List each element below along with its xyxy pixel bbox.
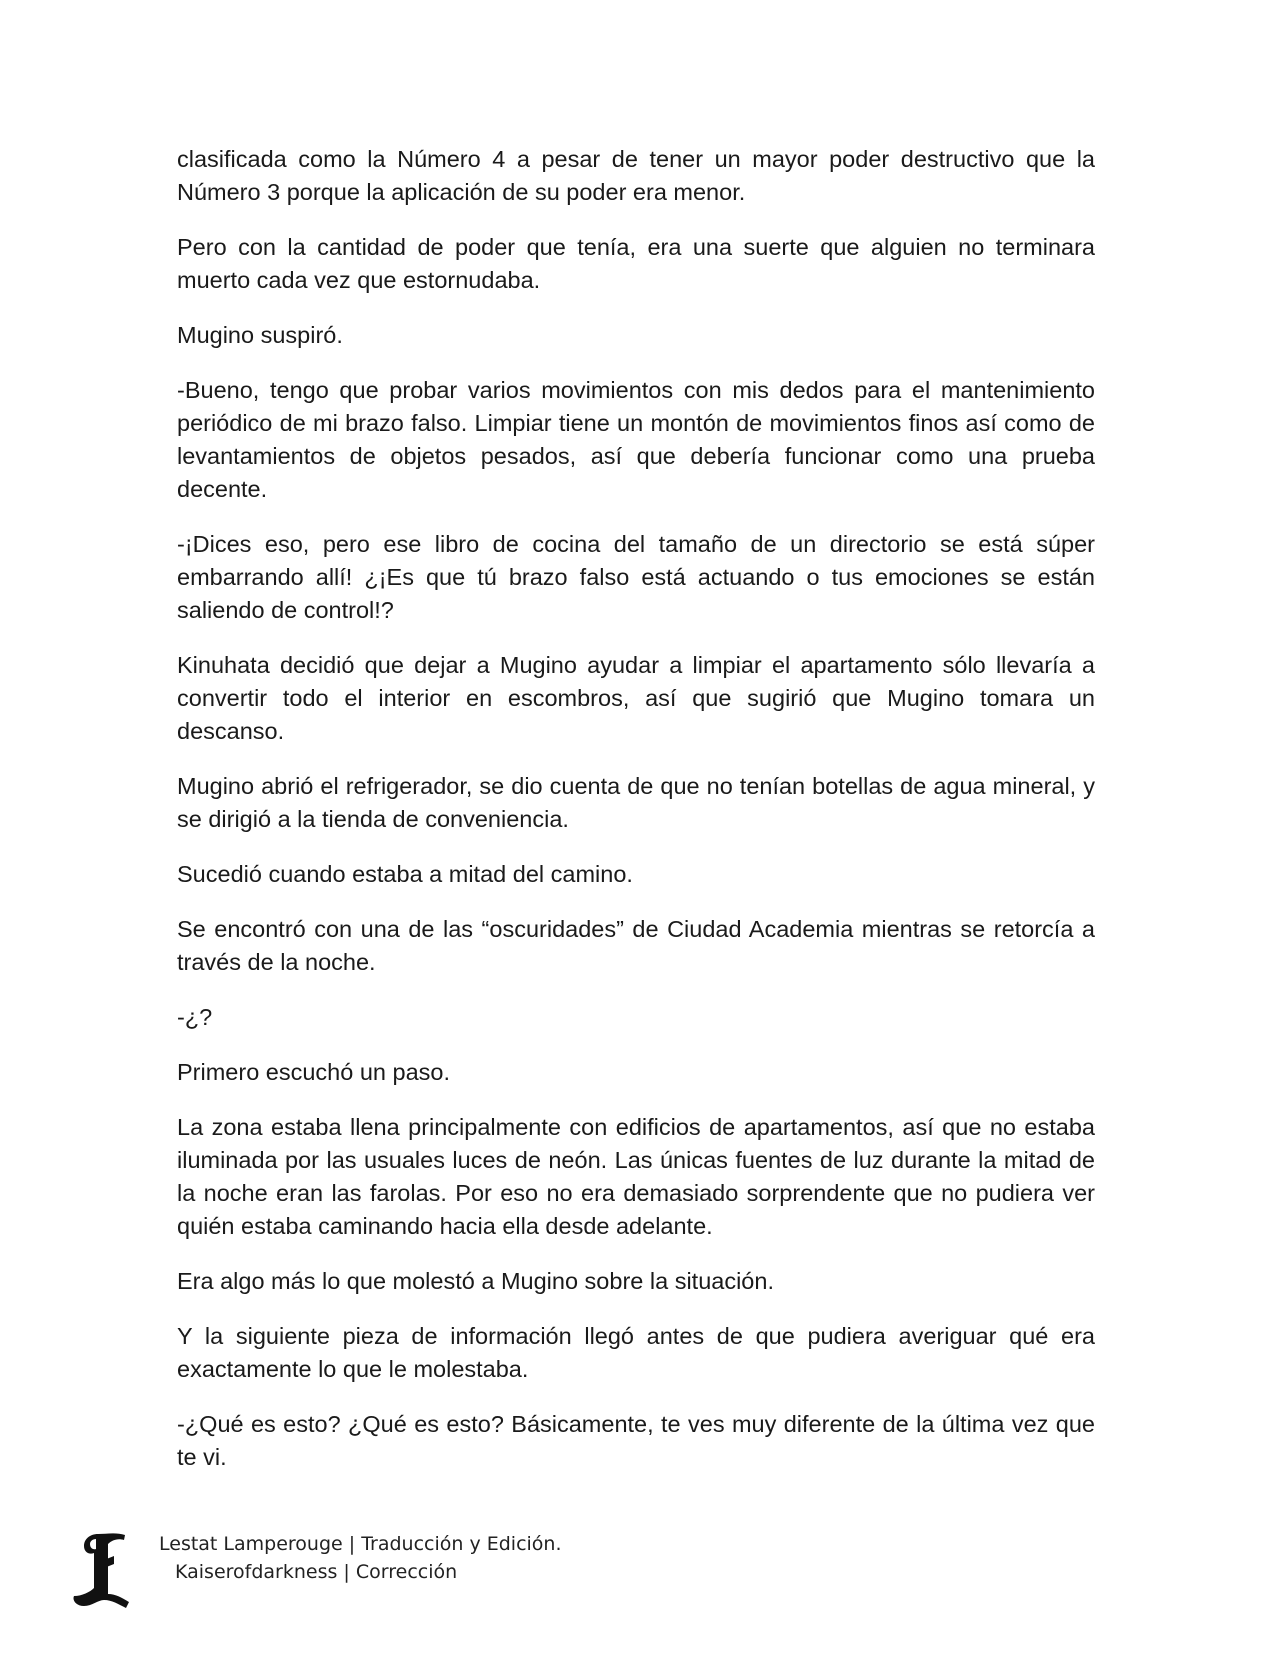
paragraph: Pero con la cantidad de poder que tenía, era una suerte que alguien no terminara muerto cada vez que estornudaba. xyxy=(177,234,1095,293)
paragraph: Mugino suspiró. xyxy=(177,322,343,348)
paragraph: Y la siguiente pieza de información llegó antes de que pudiera averiguar qué era exactamente lo que le molestaba. xyxy=(177,1323,1095,1382)
body-text xyxy=(177,143,1095,1496)
paragraph: La zona estaba llena principalmente con edificios de apartamentos, así que no estaba iluminada por las usuales luces de neón. Las únicas fuentes de luz durante la mitad de la noche eran las farolas. Por eso no era demasiado sorprendente que no pudiera ver quién estaba caminando hacia ella desde adelante. xyxy=(177,1114,1095,1239)
paragraph: Primero escuchó un paso. xyxy=(177,1059,451,1085)
paragraph: Se encontró con una de las “oscuridades” de Ciudad Academia mientras se retorcía a través de la noche. xyxy=(177,916,1095,975)
credits xyxy=(159,1530,562,1586)
paragraph: Era algo más lo que molestó a Mugino sobre la situación. xyxy=(177,1268,774,1294)
credit-translation: Lestat Lamperouge | Traducción y Edición. xyxy=(159,1533,562,1555)
paragraph: Sucedió cuando estaba a mitad del camino. xyxy=(177,861,633,887)
paragraph: -¿? xyxy=(177,1004,213,1030)
credit-correction: Kaiserofdarkness | Corrección xyxy=(175,1561,458,1583)
paragraph: Mugino abrió el refrigerador, se dio cuenta de que no tenían botellas de agua mineral, y se dirigió a la tienda de conveniencia. xyxy=(177,773,1095,832)
paragraph: clasificada como la Número 4 a pesar de tener un mayor poder destructivo que la Número 3 porque la aplicación de su poder era menor. xyxy=(177,146,1095,205)
paragraph: -Bueno, tengo que probar varios movimientos con mis dedos para el mantenimiento periódico de mi brazo falso. Limpiar tiene un montón de movimientos finos así como de levantamientos de objetos pesados, así que debería funcionar como una prueba decente. xyxy=(177,377,1095,502)
page-footer xyxy=(68,1530,768,1640)
paragraph: -¿Qué es esto? ¿Qué es esto? Básicamente, te ves muy diferente de la última vez que te vi. xyxy=(177,1411,1095,1470)
paragraph: Kinuhata decidió que dejar a Mugino ayudar a limpiar el apartamento sólo llevaría a convertir todo el interior en escombros, así que sugirió que Mugino tomara un descanso. xyxy=(177,652,1095,744)
gothic-l-logo-icon xyxy=(68,1530,130,1610)
paragraph: -¡Dices eso, pero ese libro de cocina del tamaño de un directorio se está súper embarrando allí! ¿¡Es que tú brazo falso está actuando o tus emociones se están saliendo de control!? xyxy=(177,531,1095,623)
